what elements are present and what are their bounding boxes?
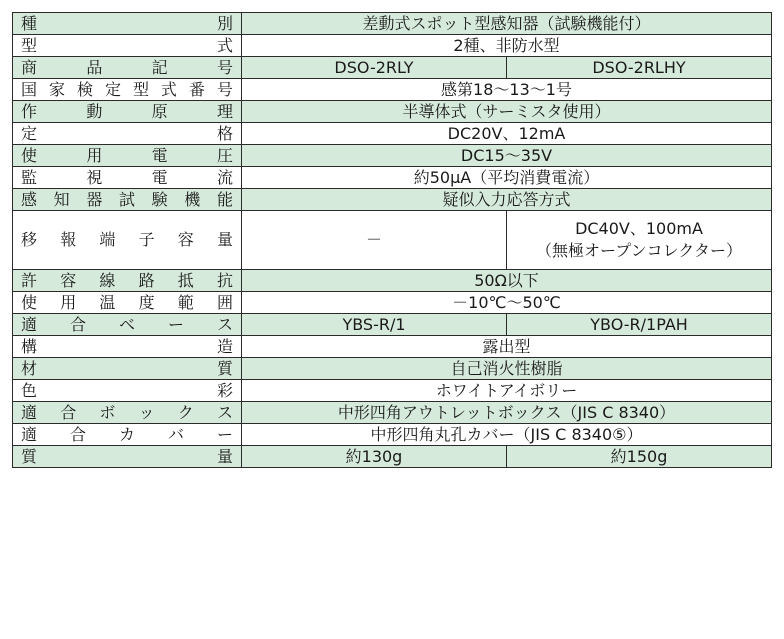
row-label [13, 35, 242, 57]
row-value [242, 292, 772, 314]
row-label [13, 189, 242, 211]
row-label-text: 種 別 [21, 13, 233, 33]
table-row [13, 189, 772, 211]
row-value-text: DC15〜35V [460, 145, 553, 165]
table-row [13, 123, 772, 145]
row-label-text: 許 容 線 路 抵 抗 [21, 270, 233, 290]
row-label-text: 移 報 端 子 容 量 [21, 230, 233, 249]
row-label [13, 167, 242, 189]
spec-table [12, 12, 772, 468]
row-value [242, 336, 772, 358]
row-value [507, 57, 772, 79]
row-value [242, 167, 772, 189]
row-value [242, 101, 772, 123]
row-value [507, 211, 772, 270]
row-label-text: 適 合 カ バ ー [21, 424, 233, 444]
table-row [13, 101, 772, 123]
row-value-text: 半導体式（サーミスタ使用） [402, 101, 611, 121]
table-row [13, 446, 772, 468]
row-value [242, 79, 772, 101]
row-value-text: 中形四角丸孔カバー（JIS C 8340⑤） [370, 424, 643, 444]
row-label [13, 446, 242, 468]
row-value [507, 314, 772, 336]
table-row [13, 79, 772, 101]
row-label [13, 13, 242, 35]
row-label [13, 79, 242, 101]
table-row [13, 270, 772, 292]
row-label [13, 145, 242, 167]
row-value-text: DC20V、12mA [447, 123, 566, 143]
row-value [242, 57, 507, 79]
row-label-text: 構 造 [21, 336, 233, 356]
row-label [13, 101, 242, 123]
table-row [13, 145, 772, 167]
row-value-text: 自己消火性樹脂 [450, 358, 563, 378]
row-value [242, 35, 772, 57]
row-label-text: 監 視 電 流 [21, 167, 233, 187]
row-value-text: DSO-2RLY [334, 57, 414, 77]
row-label-text: 使 用 温 度 範 囲 [21, 292, 233, 312]
row-value-text: YBS-R/1 [342, 314, 406, 334]
row-label [13, 358, 242, 380]
row-label-text: 使 用 電 圧 [21, 145, 233, 165]
row-value [242, 424, 772, 446]
row-value-text: YBO-R/1PAH [590, 314, 688, 334]
row-value [242, 402, 772, 424]
row-value [507, 446, 772, 468]
row-value [242, 13, 772, 35]
table-row [13, 35, 772, 57]
row-label [13, 424, 242, 446]
row-label-text: 感 知 器 試 験 機 能 [21, 189, 233, 209]
table-row [13, 13, 772, 35]
row-label-text: 型 式 [21, 35, 233, 55]
row-label [13, 270, 242, 292]
row-label-text: 質 量 [21, 446, 233, 466]
row-label [13, 123, 242, 145]
row-label-text: 作 動 原 理 [21, 101, 233, 121]
row-value [242, 145, 772, 167]
row-value-text: 約150g [610, 446, 668, 466]
row-value-text: ホワイトアイボリー [435, 380, 578, 400]
row-value [242, 189, 772, 211]
row-value [242, 358, 772, 380]
row-value-text: 50Ω以下 [474, 270, 539, 290]
row-label-text: 適 合 ベ ー ス [21, 314, 233, 334]
row-value-text: 感第18〜13〜1号 [441, 79, 572, 99]
row-value-text: DC40V、100mA （無極オープンコレクター） [536, 219, 742, 260]
row-label [13, 57, 242, 79]
row-label [13, 211, 242, 270]
table-row [13, 314, 772, 336]
row-value-text: 約50μA（平均消費電流） [413, 167, 600, 187]
row-value-text: 約130g [345, 446, 403, 466]
table-row [13, 167, 772, 189]
row-label [13, 380, 242, 402]
row-label-text: 定 格 [21, 123, 233, 143]
row-value [242, 123, 772, 145]
table-row [13, 358, 772, 380]
row-value-text: 疑似入力応答方式 [442, 189, 571, 209]
row-value-text: 中形四角アウトレットボックス（JIS C 8340） [337, 402, 676, 422]
row-value-text: DSO-2RLHY [592, 57, 686, 77]
table-row [13, 424, 772, 446]
row-label [13, 336, 242, 358]
row-label [13, 292, 242, 314]
row-label [13, 314, 242, 336]
row-value [242, 314, 507, 336]
row-label-text: 色 彩 [21, 380, 233, 400]
row-label-text: 適 合 ボ ッ ク ス [21, 402, 233, 422]
row-value [242, 380, 772, 402]
row-label-text: 商 品 記 号 [21, 57, 233, 77]
row-value [242, 211, 507, 270]
table-row [13, 57, 772, 79]
row-value-text: 露出型 [482, 336, 531, 356]
table-row [13, 336, 772, 358]
table-row [13, 402, 772, 424]
row-value [242, 446, 507, 468]
row-value-text: － [365, 230, 382, 249]
row-label-text: 材 質 [21, 358, 233, 378]
row-value-text: －10℃〜50℃ [452, 292, 561, 312]
row-value-text: 2種、非防水型 [453, 35, 560, 55]
row-value-text: 差動式スポット型感知器（試験機能付） [362, 13, 651, 33]
table-row [13, 211, 772, 270]
row-label-text: 国 家 検 定 型 式 番 号 [21, 79, 233, 99]
row-value [242, 270, 772, 292]
spec-table-body [13, 13, 772, 468]
table-row [13, 380, 772, 402]
row-label [13, 402, 242, 424]
table-row [13, 292, 772, 314]
